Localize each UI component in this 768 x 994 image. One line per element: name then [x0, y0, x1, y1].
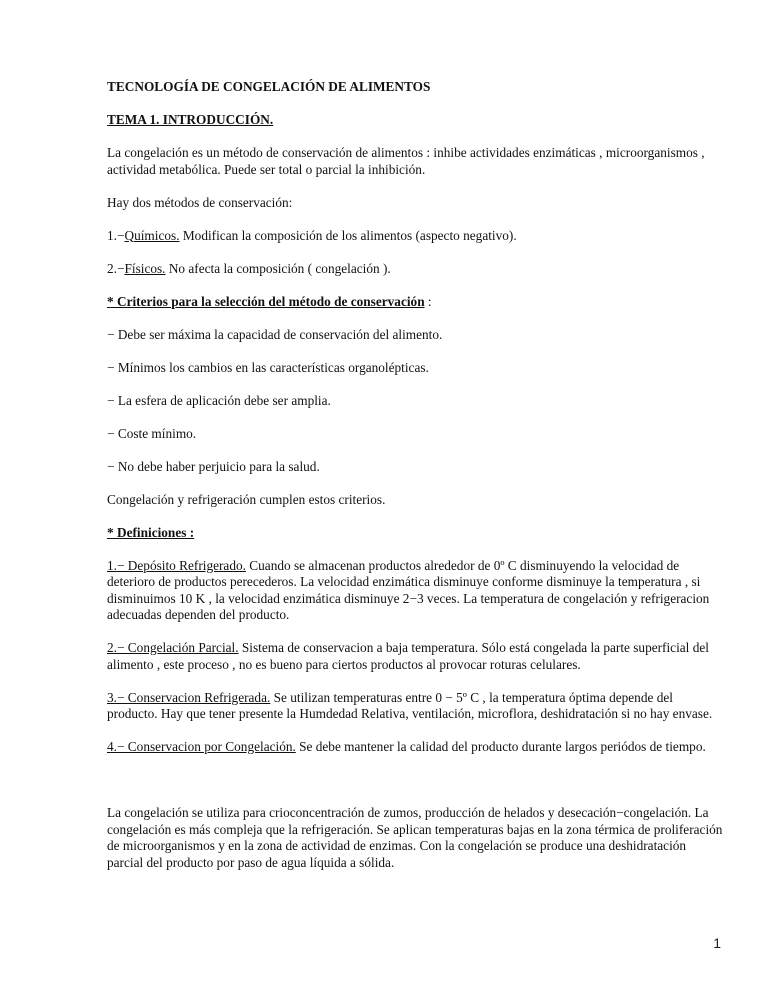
method-term: Físicos. — [124, 260, 166, 276]
method-item — [107, 228, 724, 245]
criteria-item: − No debe haber perjuicio para la salud. — [107, 458, 320, 474]
definition-item — [107, 640, 724, 673]
criteria-heading: * Criterios para la selección del método de conservación — [107, 293, 425, 309]
criteria-item: − Coste mínimo. — [107, 425, 197, 441]
method-number: 2.− — [107, 260, 125, 276]
definition-text: Cuando se almacenan productos alrededor de 0º C disminuyendo la velocidad de deterioro de productos perecederos. La velocidad enzimática disminuye conforme disminuye la temperatura , si disminuimos 10 K , la velocidad enzimática disminuye 2−3 veces. La temperatura de congelación y refrigeracion adecuadas dependen del producto. — [107, 557, 710, 622]
definition-text: Se debe mantener la calidad del producto durante largos periódos de tiempo. — [295, 739, 706, 754]
method-text: Modifican la composición de los alimentos (aspecto negativo). — [179, 227, 517, 243]
document-title: TECNOLOGÍA DE CONGELACIÓN DE ALIMENTOS — [107, 79, 431, 94]
definition-text: Se utilizan temperaturas entre 0 − 5º C , la temperatura óptima depende del producto. Hay que tener presente la Humdedad Relativa, ventilación, microflora, deshidratación si no hay envase. — [107, 689, 713, 721]
definition-item — [107, 739, 724, 756]
definition-term: 3.− Conservacion Refrigerada. — [107, 689, 271, 705]
definition-text: Sistema de conservacion a baja temperatura. Sólo está congelada la parte superficial del alimento , este proceso , no es bueno para ciertos productos al provocar roturas celulares. — [107, 640, 709, 672]
definitions-heading: * Definiciones : — [107, 524, 195, 540]
criteria-item: − La esfera de aplicación debe ser amplia. — [107, 392, 331, 408]
definition-term: 1.− Depósito Refrigerado. — [107, 557, 246, 573]
criteria-note: Congelación y refrigeración cumplen estos criterios. — [107, 491, 386, 507]
closing-paragraph: La congelación se utiliza para crioconcentración de zumos, producción de helados y desecación−congelación. La congelación es más compleja que la refrigeración. Se aplican temperaturas bajas en la zona térmica de proliferación de microorganismos y en la zona de actividad de enzimas. Con la congelación se produce una deshidratación parcial del producto por paso de agua líquida a sólida. — [107, 805, 723, 870]
intro-paragraph: La congelación es un método de conservación de alimentos : inhibe actividades enzimáticas , microorganismos , actividad metabólica. Puede ser total o parcial la inhibición. — [107, 145, 705, 177]
document-page — [107, 79, 724, 888]
criteria-colon: : — [424, 293, 432, 309]
criteria-item: − Mínimos los cambios en las características organolépticas. — [107, 359, 429, 375]
methods-intro: Hay dos métodos de conservación: — [107, 194, 293, 210]
definition-term: 2.− Congelación Parcial. — [107, 640, 239, 655]
method-item — [107, 261, 724, 278]
method-number: 1.− — [107, 227, 125, 243]
definition-term: 4.− Conservacion por Congelación. — [107, 739, 296, 754]
section-heading: TEMA 1. INTRODUCCIÓN. — [107, 112, 274, 127]
criteria-heading-line — [107, 294, 724, 311]
method-text: No afecta la composición ( congelación ). — [165, 260, 391, 276]
criteria-item: − Debe ser máxima la capacidad de conservación del alimento. — [107, 326, 443, 342]
method-term: Químicos. — [124, 227, 180, 243]
page-number: 1 — [713, 935, 721, 951]
definition-item — [107, 558, 724, 624]
definition-item — [107, 690, 724, 723]
